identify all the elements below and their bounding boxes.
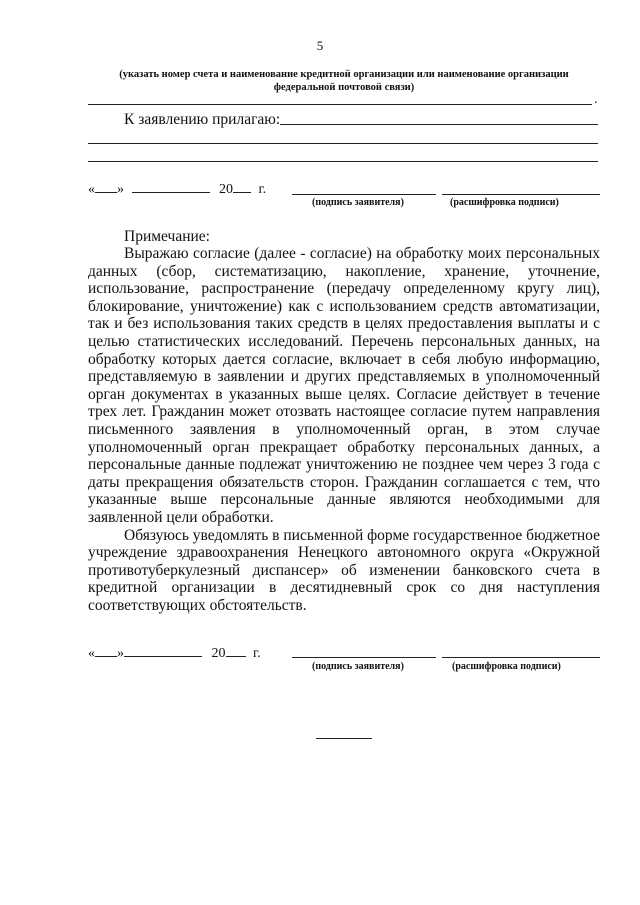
- account-hint: (указать номер счета и наименование кредитной организации или наименование организации федеральной почтовой связи): [119, 69, 569, 93]
- attachment-label: К заявлению прилагаю:: [124, 111, 281, 128]
- year-suffix: г.: [258, 182, 267, 197]
- year-field-2[interactable]: [226, 644, 246, 657]
- year-prefix: 20: [219, 182, 233, 197]
- decode-caption-2: (расшифровка подписи): [452, 661, 561, 672]
- month-field-2[interactable]: [124, 644, 202, 657]
- year-suffix-2: г.: [253, 646, 261, 661]
- date-open-quote-2: «: [88, 646, 95, 661]
- date-block-1: [88, 180, 266, 198]
- note-title: Примечание:: [124, 228, 210, 245]
- notification-paragraph: Обязуюсь уведомлять в письменной форме государственное бюджетное учреждение здравоохранения Ненецкого автономного округа «Окружной противотуберкулезный диспансер» об изменении банковского счета в кредитной организации в десятидневный срок со дня наступления соответствующих обстоятельств.: [88, 526, 600, 614]
- day-field[interactable]: [95, 180, 117, 193]
- account-line-dot: .: [594, 92, 598, 107]
- signature-field-2[interactable]: [292, 657, 436, 658]
- year-field[interactable]: [233, 180, 251, 193]
- attachment-field-3[interactable]: [88, 161, 598, 162]
- date-open-quote: «: [88, 182, 95, 197]
- attachment-field-1[interactable]: [280, 124, 598, 125]
- decode-caption-1: (расшифровка подписи): [450, 197, 559, 208]
- consent-text: [88, 245, 600, 614]
- day-field-2[interactable]: [95, 644, 117, 657]
- decode-field-1[interactable]: [442, 194, 600, 195]
- attachment-field-2[interactable]: [88, 143, 598, 144]
- date-close-quote-2: »: [117, 646, 124, 661]
- signature-caption-2: (подпись заявителя): [312, 661, 404, 672]
- year-prefix-2: 20: [211, 646, 226, 661]
- page-number: 5: [316, 38, 324, 53]
- signature-field-1[interactable]: [292, 194, 436, 195]
- consent-paragraph: Выражаю согласие (далее - согласие) на обработку моих персональных данных (сбор, систематизацию, накопление, хранение, уточнение, использование, распространение (передачу определенному кругу лиц), блокирование, уничтожение) как с использованием средств автоматизации, так и без использования таких средств в целях предоставления выплаты и с целью статистических исследований. Перечень персональных данных, на обработку которых дается согласие, включает в себя любую информацию, представляемую в заявлении и других представляемых в уполномоченный орган документах в указанных выше целях. Согласие действует в течение трех лет. Гражданин может отозвать настоящее согласие путем направления письменного заявления в уполномоченный орган, в этом случае уполномоченный орган прекращает обработку персональных данных, а персональные данные подлежат уничтожению не позднее чем через 3 года с даты прекращения обязательств сторон. Гражданин соглашается с тем, что указанные выше персональные данные являются необходимыми для заявленной цели обработки.: [88, 245, 600, 526]
- end-separator: [316, 738, 372, 739]
- account-line[interactable]: [88, 104, 592, 105]
- date-block-2: [88, 644, 261, 662]
- date-close-quote: »: [117, 182, 124, 197]
- signature-caption-1: (подпись заявителя): [312, 197, 404, 208]
- decode-field-2[interactable]: [442, 657, 600, 658]
- month-field[interactable]: [132, 180, 210, 193]
